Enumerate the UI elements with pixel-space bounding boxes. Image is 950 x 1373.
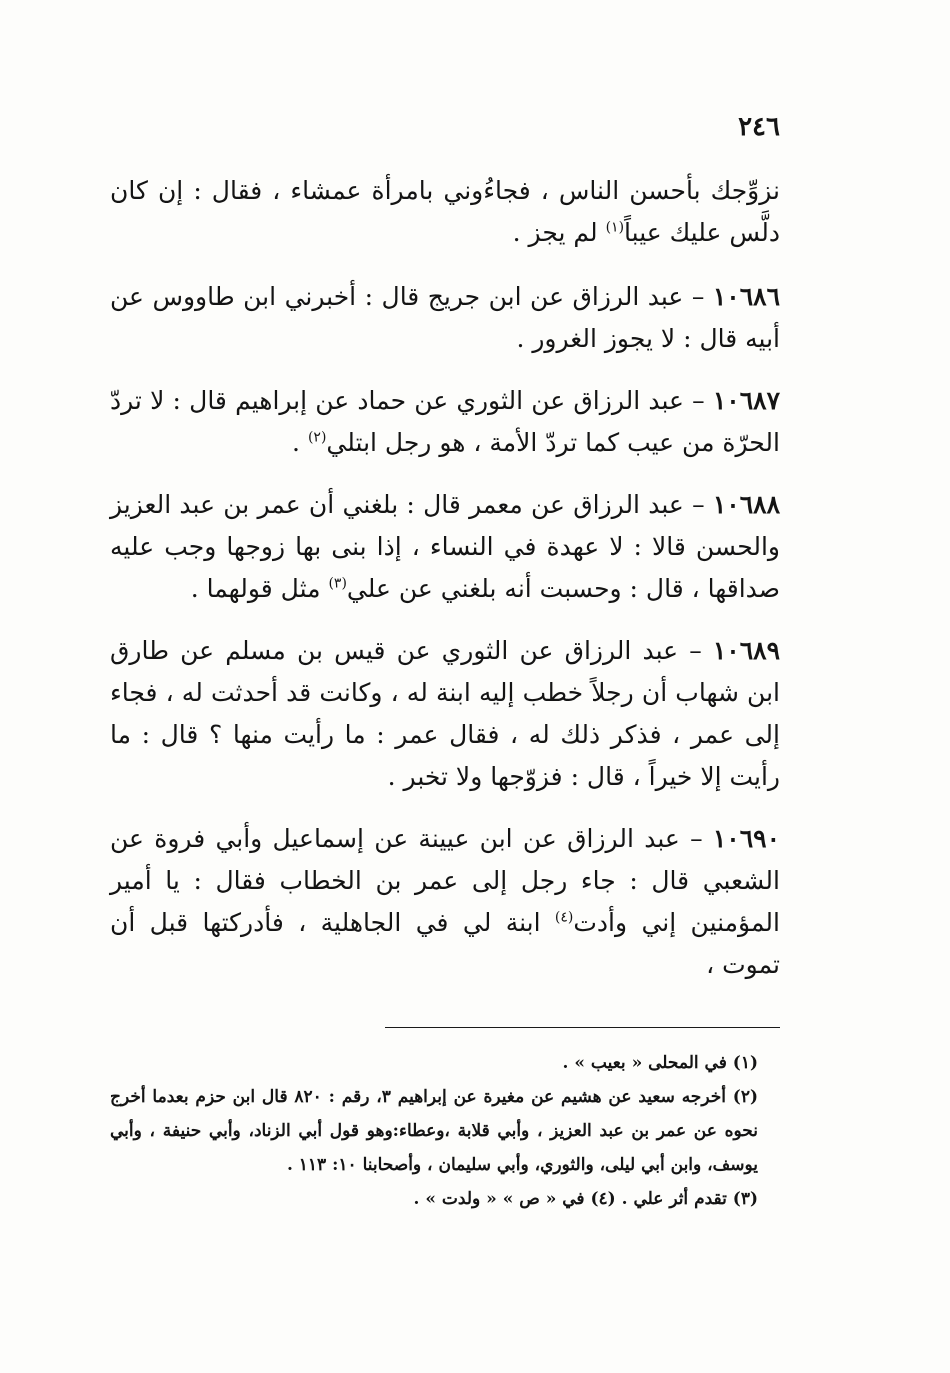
paragraph-10690: [110, 818, 780, 986]
footnote-1: (١) في المحلى « بعيب » .: [562, 1053, 758, 1073]
footnote-divider: [385, 1027, 780, 1028]
footnote-ref: (٤): [554, 909, 574, 926]
paragraph-10686: [110, 276, 780, 360]
paragraph-tail: مثل قولهما .: [190, 574, 329, 603]
footnote-ref: (٣): [328, 575, 347, 592]
paragraph-number: ١٠٦٨٦: [712, 282, 780, 311]
paragraph-number: ١٠٦٨٩: [712, 636, 780, 665]
paragraph-tail: .: [292, 428, 308, 457]
paragraph-text: – عبد الرزاق عن ابن جريج قال : أخبرني ابن طاووس عن أبيه قال : لا يجوز الغرور .: [110, 282, 780, 353]
paragraph-continuation: [110, 170, 780, 254]
document-page: [110, 100, 780, 1300]
paragraph-number: ١٠٦٨٨: [712, 490, 780, 519]
paragraph-text: – عبد الرزاق عن الثوري عن قيس بن مسلم عن طارق ابن شهاب أن رجلاً خطب إليه ابنة له ، وكانت قد أحدثت له ، فجاء إلى عمر ، فذكر ذلك له ، فقال عمر : ما رأيت منها ؟ قال : ما رأيت إلا خيراً ، قال : فزوّجها ولا تخبر .: [110, 636, 780, 791]
paragraph-10688: [110, 484, 780, 610]
page-number: ٢٤٦: [738, 112, 780, 142]
paragraph-text: – عبد الرزاق عن الثوري عن حماد عن إبراهيم قال : لا تردّ الحرّة من عيب كما تردّ الأمة ، هو رجل ابتلي: [110, 386, 780, 457]
footnotes: [110, 1046, 780, 1216]
main-text: [110, 170, 780, 1006]
paragraph-10689: [110, 630, 780, 798]
paragraph-number: ١٠٦٨٧: [712, 386, 780, 415]
footnote-ref: (٢): [307, 429, 327, 446]
paragraph-tail: لم يجز .: [512, 218, 606, 247]
paragraph-number: ١٠٦٩٠: [712, 824, 780, 853]
footnote-2: (٢) أخرجه سعيد عن هشيم عن مغيرة عن إبراهيم ٣، رقم : ٨٢٠ قال ابن حزم بعدما أخرج نحوه عن عمر بن عبد العزيز ، وأبي قلابة ،وعطاء:وهو قول أبي الزناد، وأبي حنيفة ، وأبي يوسف، وابن أبي ليلى، والثوري، وأبي سليمان ، وأصحابنا ١٠: ١١٣ .: [110, 1087, 758, 1175]
paragraph-10687: [110, 380, 780, 464]
paragraph-text: – عبد الرزاق عن معمر قال : بلغني أن عمر بن عبد العزيز والحسن قالا : لا عهدة في النساء ، إذا بنى بها زوجها وجب عليه صداقها ، قال : وحسبت أنه بلغني عن علي: [110, 490, 780, 603]
paragraph-tail: ابنة لي في الجاهلية ، فأدركتها قبل أن تموت ،: [110, 908, 780, 979]
paragraph-text: – عبد الرزاق عن ابن عيينة عن إسماعيل وأبي فروة عن الشعبي قال : جاء رجل إلى عمر بن الخطاب فقال : يا أمير المؤمنين إني وأدت: [110, 824, 780, 937]
paragraph-text: نزوِّجك بأحسن الناس ، فجاءُوني بامرأة عمشاء ، فقال : إن كان دلَّس عليك عيباً: [110, 176, 780, 247]
footnote-ref: (١): [605, 219, 625, 236]
footnote-3-4: (٣) تقدم أثر علي . (٤) في « ص » « ولدت » .: [413, 1189, 758, 1209]
